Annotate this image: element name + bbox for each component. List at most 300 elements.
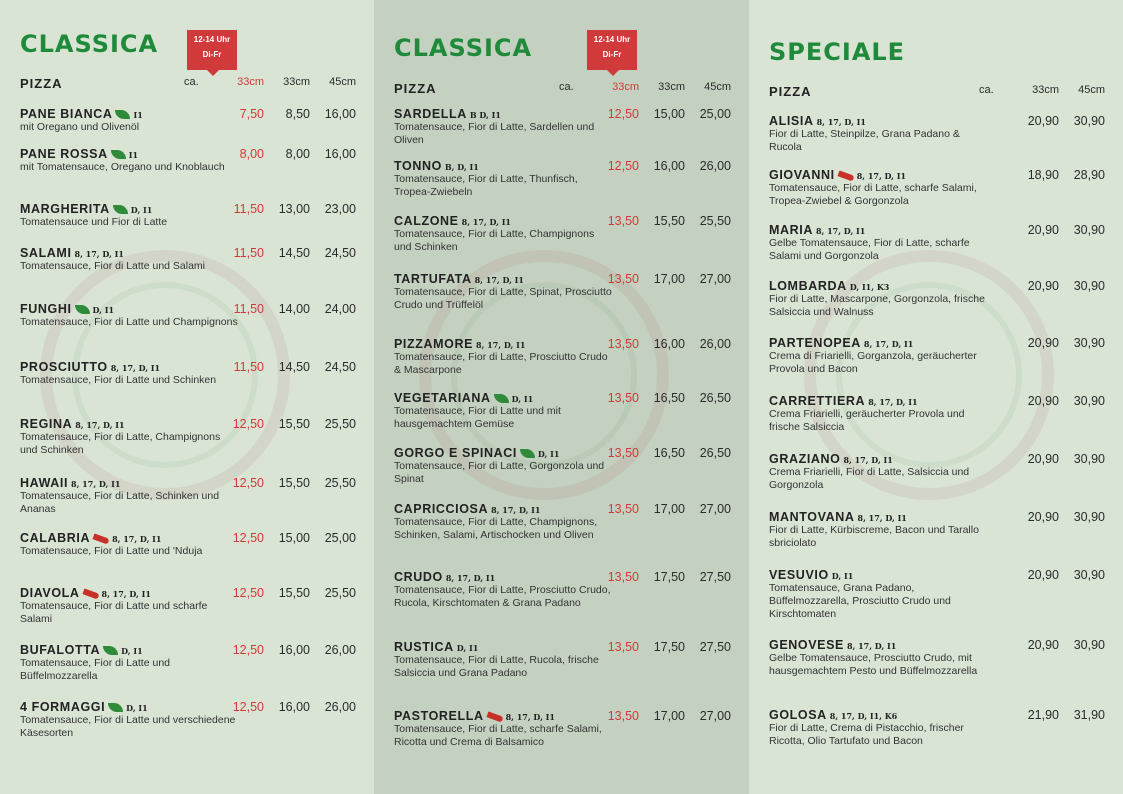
price-lunch: 11,50	[233, 302, 264, 316]
item-name	[769, 510, 1013, 524]
item-name-text: MARIA	[769, 223, 813, 237]
allergen-codes: 8, 17, D, I1	[445, 573, 496, 583]
price-33cm: 20,90	[1027, 638, 1059, 652]
menu-item	[769, 638, 1105, 678]
item-description: Tomatensauce, Fior di Latte, Spinat, Prosciutto Crudo und Trüffelöl	[394, 286, 612, 311]
allergen-codes: 8, 17, D, I1	[863, 339, 914, 349]
header-size-45: 45cm	[329, 76, 356, 88]
menu-item	[394, 640, 731, 680]
vegetarian-leaf-icon	[115, 110, 130, 119]
item-description: Tomatensauce, Fior di Latte, Champignons und Schinken	[394, 228, 595, 253]
item-name-text: RUSTICA	[394, 640, 454, 654]
header-size-lunch: 33cm	[612, 81, 639, 93]
item-description: Crema Friarielli, Fior di Latte, Salsiccia und Gorgonzola	[769, 466, 970, 491]
price-45cm: 30,90	[1073, 223, 1105, 237]
item-name	[769, 708, 1013, 722]
price-33cm: 16,50	[653, 446, 685, 460]
allergen-codes: 8, 17, D, I1	[816, 117, 866, 127]
price-45cm: 26,00	[324, 700, 356, 714]
price-lunch: 11,50	[233, 360, 264, 374]
price-45cm: 26,00	[699, 337, 731, 351]
item-description: Tomatensauce, Fior di Latte, Prosciutto Crudo & Mascarpone	[394, 351, 608, 376]
menu-item-row	[394, 502, 731, 516]
vegetarian-leaf-icon	[75, 305, 90, 314]
price-header	[769, 84, 1105, 99]
price-lunch: 11,50	[233, 202, 264, 216]
header-size-lunch: 33cm	[237, 76, 264, 88]
allergen-codes: 8, 17, D, I1	[110, 363, 161, 373]
item-name	[20, 107, 218, 121]
item-name-text: VESUVIO	[769, 568, 829, 582]
item-description: Fior di Latte, Mascarpone, Gorgonzola, frische Salsiccia und Walnuss	[769, 293, 985, 318]
menu-item	[769, 394, 1105, 434]
item-name-text: GIOVANNI	[769, 168, 835, 182]
item-name	[769, 114, 1013, 128]
menu-item-row	[769, 394, 1105, 408]
price-45cm: 30,90	[1073, 452, 1105, 466]
price-lunch: 12,50	[232, 643, 264, 657]
allergen-codes: 8, 17, D, I1	[491, 505, 541, 515]
item-description: Tomatensauce, Fior di Latte, Sardellen und Oliven	[394, 121, 595, 146]
item-name-text: TONNO	[394, 159, 442, 173]
item-description: Tomatensauce, Fior di Latte, Thunfisch, Tropea-Zwiebeln	[394, 173, 578, 198]
menu-item	[20, 246, 356, 273]
allergen-codes: 8, 17, D, I1	[846, 641, 897, 651]
price-45cm: 16,00	[324, 147, 356, 161]
price-33cm: 14,50	[278, 360, 310, 374]
menu-item-row	[769, 638, 1105, 652]
item-name	[20, 147, 218, 161]
item-name	[769, 568, 1013, 582]
price-33cm: 20,90	[1027, 114, 1059, 128]
spicy-chili-icon	[93, 533, 110, 544]
item-name	[394, 159, 593, 173]
item-name	[20, 202, 218, 216]
price-lunch: 13,50	[607, 446, 639, 460]
price-lunch: 13,50	[607, 272, 639, 286]
menu-item	[20, 643, 356, 683]
menu-item-row	[394, 570, 731, 584]
price-lunch: 13,50	[607, 570, 639, 584]
menu-item-row	[769, 114, 1105, 128]
menu-item-row	[394, 709, 731, 723]
allergen-codes: D, I1	[456, 643, 479, 653]
menu-item	[394, 502, 731, 542]
price-45cm: 28,90	[1073, 168, 1105, 182]
header-label: PIZZA	[769, 84, 812, 99]
item-name-text: MANTOVANA	[769, 510, 855, 524]
item-name	[394, 391, 593, 405]
price-33cm: 15,50	[278, 586, 310, 600]
section-title: SPECIALE	[769, 38, 906, 66]
allergen-codes: 8, 17, D, I1	[843, 455, 893, 465]
item-description: Tomatensauce, Fior di Latte und Champignons	[20, 316, 238, 328]
price-33cm: 20,90	[1027, 394, 1059, 408]
price-lunch: 8,00	[239, 147, 264, 161]
item-name	[769, 168, 1013, 182]
allergen-codes: D, I1	[121, 646, 143, 656]
item-description: Tomatensauce, Fior di Latte, Champignons und Schinken	[20, 431, 221, 456]
price-33cm: 15,50	[653, 214, 685, 228]
price-45cm: 25,50	[324, 586, 356, 600]
item-name-text: ALISIA	[769, 114, 814, 128]
menu-item-row	[394, 107, 731, 121]
menu-item	[394, 214, 731, 254]
price-33cm: 16,00	[278, 700, 310, 714]
price-33cm: 15,00	[653, 107, 685, 121]
price-header	[20, 76, 356, 91]
item-name	[769, 279, 1013, 293]
item-name	[394, 337, 593, 351]
allergen-codes: 8, 17, D, I1	[461, 217, 511, 227]
menu-item-row	[769, 223, 1105, 237]
menu-item	[394, 107, 731, 147]
menu-item	[394, 159, 731, 199]
menu-item	[394, 709, 731, 749]
price-45cm: 27,00	[699, 502, 731, 516]
menu-item-row	[20, 531, 356, 545]
item-name	[20, 246, 218, 260]
allergen-codes: 8, 17, D, I1	[856, 171, 907, 181]
item-name-text: PARTENOPEA	[769, 336, 861, 350]
section-title: CLASSICA	[394, 34, 533, 62]
item-name	[20, 586, 218, 600]
menu-item	[394, 570, 731, 610]
price-45cm: 30,90	[1073, 279, 1105, 293]
menu-item	[769, 452, 1105, 492]
item-name-text: GORGO E SPINACI	[394, 446, 517, 460]
item-name	[394, 107, 593, 121]
item-name-text: CAPRICCIOSA	[394, 502, 489, 516]
menu-item-row	[394, 446, 731, 460]
price-lunch: 13,50	[607, 391, 639, 405]
item-name	[394, 502, 593, 516]
menu-item-row	[20, 202, 356, 216]
menu-item-row	[20, 302, 356, 316]
item-name-text: PIZZAMORE	[394, 337, 474, 351]
price-lunch: 12,50	[232, 531, 264, 545]
menu-item	[769, 568, 1105, 621]
price-lunch: 11,50	[233, 246, 264, 260]
price-45cm: 30,90	[1073, 638, 1105, 652]
item-description: Fior di Latte, Kürbiscreme, Bacon und Tarallo sbriciolato	[769, 524, 979, 549]
item-description: Tomatensauce, Fior di Latte, Rucola, frische Salsiccia und Grana Padano	[394, 654, 599, 679]
item-name-text: PASTORELLA	[394, 709, 484, 723]
price-lunch: 12,50	[232, 476, 264, 490]
allergen-codes: D, I1	[537, 449, 560, 459]
price-33cm: 21,90	[1027, 708, 1059, 722]
item-description: Tomatensauce, Fior di Latte und scharfe Salami	[20, 600, 208, 625]
price-33cm: 20,90	[1027, 336, 1059, 350]
menu-item	[769, 336, 1105, 376]
item-name-text: GENOVESE	[769, 638, 844, 652]
item-name-text: FUNGHI	[20, 302, 72, 316]
menu-item	[20, 476, 356, 516]
menu-item-row	[769, 568, 1105, 582]
menu-item-row	[20, 107, 356, 121]
allergen-codes: I1	[133, 110, 143, 120]
item-name-text: PANE ROSSA	[20, 147, 108, 161]
menu-item-row	[769, 708, 1105, 722]
item-description: Tomatensauce, Fior di Latte, Schinken und Ananas	[20, 490, 220, 515]
item-description: mit Oregano und Olivenöl	[20, 121, 140, 133]
item-description: Fior di Latte, Crema di Pistacchio, frischer Ricotta, Olio Tartufato und Bacon	[769, 722, 964, 747]
price-45cm: 30,90	[1073, 394, 1105, 408]
price-45cm: 27,50	[699, 570, 731, 584]
menu-item	[20, 586, 356, 626]
badge-line: Di-Fr	[602, 50, 622, 59]
item-name-text: 4 FORMAGGI	[20, 700, 106, 714]
menu-item-row	[394, 337, 731, 351]
allergen-codes: D, I1	[130, 205, 153, 215]
price-45cm: 26,50	[699, 391, 731, 405]
price-33cm: 17,50	[653, 640, 685, 654]
item-name-text: GOLOSA	[769, 708, 827, 722]
item-name	[769, 452, 1013, 466]
item-description: Tomatensauce, Fior di Latte und Schinken	[20, 374, 217, 386]
item-name-text: CRUDO	[394, 570, 443, 584]
allergen-codes: 8, 17, D, I1	[868, 397, 918, 407]
menu-item-row	[20, 147, 356, 161]
item-name-text: CARRETTIERA	[769, 394, 866, 408]
item-name-text: LOMBARDA	[769, 279, 847, 293]
item-description: Tomatensauce, Fior di Latte, Champignons, Schinken, Salami, Artischocken und Oliven	[394, 516, 598, 541]
column-speciale	[749, 0, 1123, 794]
menu-item	[20, 360, 356, 387]
badge-line: 12-14 Uhr	[193, 35, 231, 44]
price-45cm: 30,90	[1073, 510, 1105, 524]
item-name	[20, 302, 218, 316]
allergen-codes: 8, 17, D, I1, K6	[829, 711, 898, 721]
item-name-text: GRAZIANO	[769, 452, 841, 466]
header-size-33: 33cm	[1032, 84, 1059, 96]
allergen-codes: 8, 17, D, I1	[815, 226, 866, 236]
menu-item	[769, 114, 1105, 154]
allergen-codes: B D, I1	[469, 110, 501, 120]
menu-item-row	[20, 246, 356, 260]
price-lunch: 7,50	[239, 107, 264, 121]
item-name	[20, 643, 218, 657]
lunch-time-badge	[187, 30, 237, 70]
price-45cm: 27,50	[699, 640, 731, 654]
price-lunch: 12,50	[232, 700, 264, 714]
price-33cm: 8,50	[285, 107, 310, 121]
item-description: Tomatensauce, Fior di Latte und mit hausgemachtem Gemüse	[394, 405, 561, 430]
menu-item	[769, 279, 1105, 319]
item-name-text: REGINA	[20, 417, 73, 431]
item-name	[20, 417, 218, 431]
price-33cm: 8,00	[285, 147, 310, 161]
price-45cm: 25,00	[324, 531, 356, 545]
menu-item-row	[769, 279, 1105, 293]
price-45cm: 24,50	[324, 246, 356, 260]
allergen-codes: D, I1	[831, 571, 854, 581]
price-45cm: 23,00	[324, 202, 356, 216]
price-lunch: 13,50	[607, 214, 639, 228]
allergen-codes: 8, 17, D, I1	[857, 513, 907, 523]
spicy-chili-icon	[486, 711, 503, 722]
price-45cm: 26,50	[699, 446, 731, 460]
badge-line: Di-Fr	[202, 50, 222, 59]
item-description: Tomatensauce und Fior di Latte	[20, 216, 168, 228]
item-name	[20, 700, 218, 714]
lunch-time-badge	[587, 30, 637, 70]
badge-line: 12-14 Uhr	[593, 35, 631, 44]
item-name	[769, 394, 1013, 408]
item-name-text: DIAVOLA	[20, 586, 80, 600]
menu-item-row	[769, 452, 1105, 466]
price-45cm: 25,50	[324, 417, 356, 431]
item-name-text: SALAMI	[20, 246, 72, 260]
item-name-text: MARGHERITA	[20, 202, 110, 216]
price-33cm: 20,90	[1027, 568, 1059, 582]
price-45cm: 27,00	[699, 709, 731, 723]
price-33cm: 17,00	[653, 709, 685, 723]
menu-item	[394, 337, 731, 377]
item-description: Tomatensauce, Fior di Latte, Prosciutto Crudo, Rucola, Kirschtomaten & Grana Padano	[394, 584, 611, 609]
price-33cm: 13,00	[278, 202, 310, 216]
allergen-codes: D, I1	[126, 703, 148, 713]
item-name	[769, 223, 1013, 237]
item-name	[394, 214, 593, 228]
item-name-text: PANE BIANCA	[20, 107, 113, 121]
allergen-codes: 8, 17, D, I1	[505, 712, 555, 722]
item-description: Tomatensauce, Fior di Latte und Büffelmozzarella	[20, 657, 171, 682]
price-lunch: 12,50	[607, 107, 639, 121]
menu-item-row	[20, 417, 356, 431]
item-description: Tomatensauce, Grana Padano, Büffelmozzarella, Prosciutto Crudo und Kirschtomaten	[769, 582, 951, 620]
menu-item-row	[20, 643, 356, 657]
header-ca: ca.	[979, 84, 994, 96]
price-33cm: 17,00	[653, 272, 685, 286]
item-description: Tomatensauce, Fior di Latte und Salami	[20, 260, 206, 272]
price-45cm: 16,00	[324, 107, 356, 121]
item-name	[394, 570, 593, 584]
item-name-text: BUFALOTTA	[20, 643, 101, 657]
allergen-codes: B, D, I1	[444, 162, 479, 172]
price-45cm: 31,90	[1073, 708, 1105, 722]
price-45cm: 30,90	[1073, 568, 1105, 582]
price-33cm: 14,00	[278, 302, 310, 316]
menu-item	[769, 168, 1105, 208]
price-33cm: 18,90	[1027, 168, 1059, 182]
allergen-codes: 8, 17, D, I1	[112, 534, 162, 544]
menu-item	[769, 510, 1105, 550]
header-label: PIZZA	[394, 81, 437, 96]
vegetarian-leaf-icon	[113, 205, 128, 214]
price-45cm: 26,00	[699, 159, 731, 173]
allergen-codes: 8, 17, D, I1	[71, 479, 121, 489]
item-description: Crema Friarielli, geräucherter Provola und frische Salsiccia	[769, 408, 965, 433]
price-lunch: 13,50	[607, 337, 639, 351]
price-45cm: 24,50	[324, 360, 356, 374]
menu-item	[20, 700, 356, 740]
menu-item	[769, 708, 1105, 748]
header-size-33: 33cm	[283, 76, 310, 88]
menu-item	[20, 147, 356, 174]
item-description: Gelbe Tomatensauce, Prosciutto Crudo, mit hausgemachtem Pesto und Büffelmozzarella	[769, 652, 978, 677]
price-45cm: 25,50	[699, 214, 731, 228]
price-lunch: 13,50	[607, 709, 639, 723]
menu-item-row	[769, 510, 1105, 524]
price-33cm: 20,90	[1027, 452, 1059, 466]
vegetarian-leaf-icon	[111, 150, 126, 159]
item-name	[769, 336, 1013, 350]
menu-item	[20, 417, 356, 457]
item-name-text: VEGETARIANA	[394, 391, 491, 405]
price-33cm: 15,50	[278, 417, 310, 431]
item-name	[394, 709, 593, 723]
price-45cm: 26,00	[324, 643, 356, 657]
item-description: Fior di Latte, Steinpilze, Grana Padano & Rucola	[769, 128, 960, 153]
item-name-text: SARDELLA	[394, 107, 467, 121]
vegetarian-leaf-icon	[108, 703, 123, 712]
header-label: PIZZA	[20, 76, 63, 91]
allergen-codes: 8, 17, D, I1	[74, 249, 124, 259]
vegetarian-leaf-icon	[494, 394, 509, 403]
allergen-codes: I1	[128, 150, 139, 160]
menu-item-row	[394, 640, 731, 654]
price-33cm: 17,50	[653, 570, 685, 584]
price-lunch: 13,50	[607, 502, 639, 516]
menu-item	[20, 302, 356, 329]
vegetarian-leaf-icon	[103, 646, 118, 655]
column-classica-1	[0, 0, 374, 794]
allergen-codes: D, I1	[511, 394, 534, 404]
menu-item	[20, 531, 356, 558]
vegetarian-leaf-icon	[520, 449, 535, 458]
item-name	[20, 531, 218, 545]
price-33cm: 20,90	[1027, 223, 1059, 237]
menu-item-row	[769, 336, 1105, 350]
header-ca: ca.	[559, 81, 574, 93]
price-header	[394, 81, 731, 96]
item-description: Gelbe Tomatensauce, Fior di Latte, scharfe Salami und Gorgonzola	[769, 237, 970, 262]
item-name-text: HAWAII	[20, 476, 69, 490]
price-lunch: 12,50	[607, 159, 639, 173]
header-size-33: 33cm	[658, 81, 685, 93]
menu-item	[394, 391, 731, 431]
item-name	[394, 446, 593, 460]
price-33cm: 15,00	[278, 531, 310, 545]
allergen-codes: D, I1, K3	[849, 282, 890, 292]
item-name	[394, 640, 593, 654]
item-name	[394, 272, 593, 286]
price-lunch: 12,50	[232, 586, 264, 600]
menu-item-row	[394, 272, 731, 286]
price-45cm: 25,00	[699, 107, 731, 121]
item-description: Tomatensauce, Fior di Latte, Gorgonzola und Spinat	[394, 460, 605, 485]
menu-item-row	[20, 586, 356, 600]
price-33cm: 14,50	[278, 246, 310, 260]
menu-item-row	[20, 700, 356, 714]
menu-item-row	[769, 168, 1105, 182]
price-lunch: 13,50	[607, 640, 639, 654]
menu-item-row	[394, 159, 731, 173]
menu-item-row	[20, 360, 356, 374]
header-size-45: 45cm	[1078, 84, 1105, 96]
item-name-text: CALABRIA	[20, 531, 91, 545]
column-classica-2	[374, 0, 749, 794]
item-description: Tomatensauce, Fior di Latte und verschiedene Käsesorten	[20, 714, 236, 739]
spicy-chili-icon	[837, 170, 854, 181]
item-name	[20, 476, 218, 490]
allergen-codes: 8, 17, D, I1	[476, 340, 526, 350]
header-ca: ca.	[184, 76, 199, 88]
price-33cm: 20,90	[1027, 279, 1059, 293]
item-name-text: CALZONE	[394, 214, 459, 228]
price-33cm: 16,50	[653, 391, 685, 405]
